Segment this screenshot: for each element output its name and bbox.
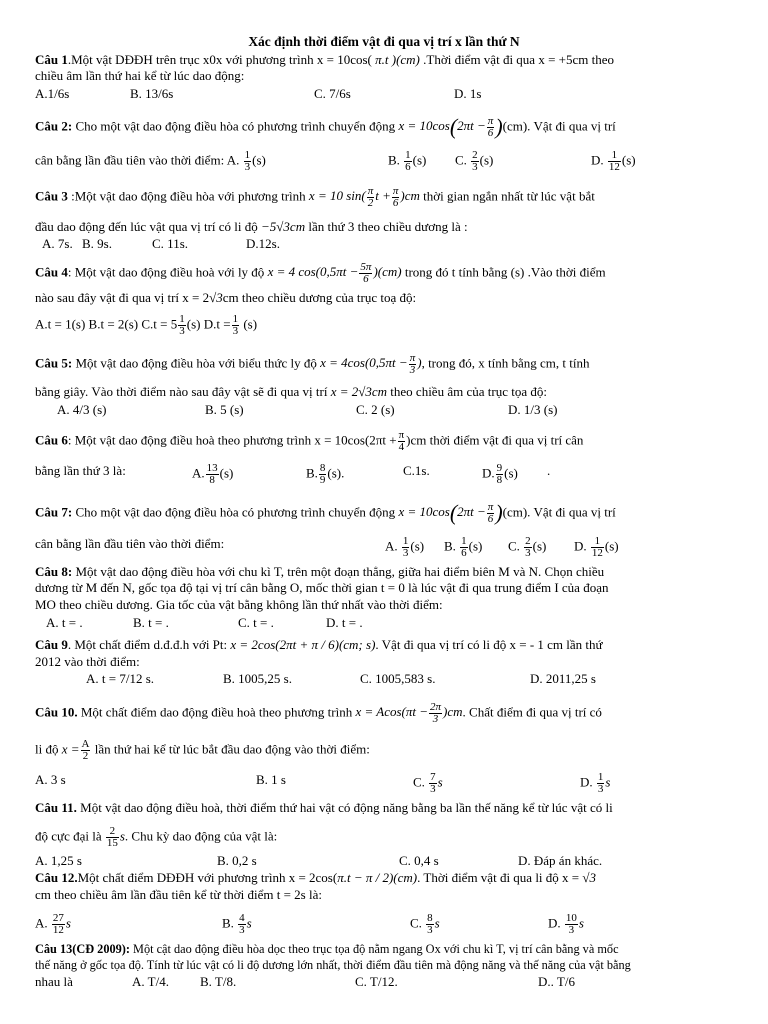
question-7-label: Câu 7: bbox=[35, 504, 73, 520]
question-9-line-2: 2012 vào thời điểm: bbox=[35, 654, 140, 669]
question-12-line-1: Câu 12.Một chất điểm DĐĐH với phương trình x = 2cos(π.t − π / 2)(cm). Thời điểm vật đi qua li độ x = √3 bbox=[35, 870, 597, 885]
equation: π.t − π / 2)(cm) bbox=[337, 870, 418, 885]
option-d: D. 1s bbox=[454, 86, 482, 101]
option-c: C. $\frac{2}{3}$ (s) bbox=[455, 149, 494, 173]
equation: x = 10cos(2πt − $\frac{\pi}{6}$ ) bbox=[398, 500, 503, 526]
question-13-line-3: nhau là bbox=[35, 974, 73, 989]
option-a: A. 1,25 s bbox=[35, 853, 82, 868]
option-d: D. $\frac{1}{3}$ s bbox=[580, 771, 611, 795]
option-c: C. 7/6s bbox=[314, 86, 351, 101]
option-c: C. 11s. bbox=[152, 236, 188, 251]
trailing-dot: . bbox=[547, 463, 551, 478]
option-c: C.1s. bbox=[403, 463, 430, 478]
question-3-label: Câu 3 bbox=[35, 188, 68, 204]
equation: x = 10cos(2πt − $\frac{\pi}{6}$ ) bbox=[398, 114, 503, 140]
equation: x = Acos(πt − $\frac{2\pi}{3}$ )cm bbox=[355, 701, 463, 725]
option-d: D. $\frac{1}{12}$ (s) bbox=[574, 535, 619, 559]
equation: x = 2√3cm bbox=[330, 384, 388, 399]
equation: x = 4cos(0,5πt − $\frac{\pi}{3}$ ) bbox=[320, 352, 422, 376]
option-b: B. 5 (s) bbox=[205, 402, 244, 417]
question-7-line-2: cân bằng lần đầu tiên vào thời điểm: bbox=[35, 536, 225, 551]
option-a: A. 4/3 (s) bbox=[57, 402, 107, 417]
question-1-label: Câu 1 bbox=[35, 52, 68, 67]
question-1-line-1: Câu 1.Một vật DĐĐH trên trục x0x với phương trình x = 10cos( π.t )(cm) .Thời điểm vật đi qua x = +5cm theo bbox=[35, 52, 615, 67]
question-8-label: Câu 8: bbox=[35, 564, 73, 579]
option-a: A. 3 s bbox=[35, 772, 66, 787]
option-b: B. $\frac{8}{9}$ (s). bbox=[306, 462, 345, 486]
option-b: B. 13/6s bbox=[130, 86, 174, 101]
option-a: A. t = . bbox=[46, 615, 83, 630]
question-9-label: Câu 9 bbox=[35, 637, 68, 652]
option-a: A. $\frac{27}{12}$ s bbox=[35, 912, 71, 936]
question-8-line-3: MO theo chiều dương. Gia tốc của vật bằng không lần thứ nhất vào thời điểm: bbox=[35, 597, 443, 612]
option-a: A. 7s. bbox=[42, 236, 73, 251]
option-d: D. t = . bbox=[326, 615, 363, 630]
option-d: D. $\frac{1}{12}$ (s) bbox=[591, 149, 636, 173]
question-5-label: Câu 5: bbox=[35, 355, 73, 371]
equation: π.t )(cm) bbox=[371, 52, 424, 67]
question-1-line-2: chiều âm lần thứ hai kể từ lúc dao động: bbox=[35, 68, 245, 83]
question-11-label: Câu 11. bbox=[35, 800, 77, 815]
question-7-line-1: Câu 7: Cho một vật dao động điều hòa có phương trình chuyển động x = 10cos(2πt − $\frac{\pi}{6}$ )(cm). Vật đi qua vị trí bbox=[35, 500, 616, 526]
option-c: C. $\frac{7}{3}$ s bbox=[413, 771, 443, 795]
option-c: C. T/12. bbox=[355, 974, 398, 989]
option-d: D. 2011,25 s bbox=[530, 671, 596, 686]
option-c: C. 0,4 s bbox=[399, 853, 439, 868]
equation: x = 10 sin( $\frac{\pi}{2}$ t + $\frac{\pi}{6}$ )cm bbox=[308, 185, 420, 209]
option-c: C. t = . bbox=[238, 615, 274, 630]
option-b: B. T/8. bbox=[200, 974, 237, 989]
option-a: A. $\frac{13}{8}$ (s) bbox=[192, 462, 234, 486]
question-6-label: Câu 6 bbox=[35, 432, 68, 448]
option-a: A. t = 7/12 s. bbox=[86, 671, 155, 686]
option-a: A.1/6s bbox=[35, 86, 70, 101]
question-4-line-2: nào sau đây vật đi qua vị trí x = 2√3cm theo chiều dương của trục toạ độ: bbox=[35, 290, 417, 305]
question-10-line-2: li độ x = $\frac{A}{2}$ lần thứ hai kể từ lúc bắt đầu dao động vào thời điểm: bbox=[35, 738, 370, 762]
equation: x = 4 cos(0,5πt − $\frac{5\pi}{6}$ )(cm) bbox=[267, 261, 402, 285]
question-4-line-1: Câu 4: Một vật dao động điều hoà với ly độ x = 4 cos(0,5πt − $\frac{5\pi}{6}$ )(cm) trong đó t tính bằng (s) .Vào thời điểm bbox=[35, 261, 606, 285]
option-d: D. $\frac{9}{8}$ (s) bbox=[482, 462, 518, 486]
question-13-line-1: Câu 13(CĐ 2009): Một cật dao động điều hòa dọc theo trục tọa độ nằm ngang Ox với chu kì T, vị trí cân bằng và mốc bbox=[35, 942, 619, 956]
option-c: C. 2 (s) bbox=[356, 402, 395, 417]
question-5-line-2: bằng giây. Vào thời điểm nào sau đây vật sẽ đi qua vị trí x = 2√3cm theo chiều âm của trục tọa độ: bbox=[35, 384, 547, 399]
option-a: A. T/4. bbox=[132, 974, 169, 989]
question-11-line-1: Câu 11. Một vật dao động điều hoà, thời điểm thứ hai vật có động năng bằng ba lần thế năng kể từ lúc vật có li bbox=[35, 800, 613, 815]
option-b: B. 1 s bbox=[256, 772, 286, 787]
question-12-label: Câu 12. bbox=[35, 870, 78, 885]
question-10-line-1: Câu 10. Một chất điểm dao động điều hoà theo phương trình x = Acos(πt − $\frac{2\pi}{3}$ )cm. Chất điểm đi qua vị trí có bbox=[35, 701, 602, 725]
option-b: B. $\frac{4}{3}$ s bbox=[222, 912, 252, 936]
option-c: C. 1005,583 s. bbox=[360, 671, 436, 686]
question-3-line-1: Câu 3 :Một vật dao động điều hòa với phương trình x = 10 sin( $\frac{\pi}{2}$ t + $\frac{\pi}{6}$ )cm thời gian ngắn nhất từ lúc vật bắt bbox=[35, 185, 595, 209]
question-4-label: Câu 4 bbox=[35, 264, 68, 280]
option-c: C. $\frac{8}{3}$ s bbox=[410, 912, 440, 936]
question-2-label: Câu 2: bbox=[35, 118, 73, 134]
question-8-line-2: dương từ M đến N, gốc tọa độ tại vị trí cân bằng O, mốc thời gian t = 0 là lúc vật đi qua trung điểm I của đoạn bbox=[35, 580, 609, 595]
question-10-label: Câu 10. bbox=[35, 704, 78, 720]
document-title: Xác định thời điểm vật đi qua vị trí x lần thứ N bbox=[248, 34, 520, 49]
question-13-line-2: thế năng ở gốc tọa độ. Tính từ lúc vật có li độ dương lớn nhất, thời điểm đầu tiên mà động năng và thế năng của vật bằng bbox=[35, 958, 631, 972]
option-b: B. 0,2 s bbox=[217, 853, 257, 868]
question-2-line-1: Câu 2: Cho một vật dao động điều hòa có phương trình chuyển động x = 10cos(2πt − $\frac{\pi}{6}$ )(cm). Vật đi qua vị trí bbox=[35, 114, 616, 140]
option-b: B. 1005,25 s. bbox=[223, 671, 292, 686]
option-d: D. 1/3 (s) bbox=[508, 402, 558, 417]
question-6-line-1: Câu 6: Một vật dao động điều hoà theo phương trình x = 10cos(2πt + $\frac{\pi}{4}$ )cm thời điểm vật đi qua vị trí cân bbox=[35, 429, 584, 453]
question-8-line-1: Câu 8: Một vật dao động điều hòa với chu kì T, trên một đoạn thẳng, giữa hai điểm biên M và N. Chọn chiều bbox=[35, 564, 605, 579]
question-2-line-2: cân bằng lần đầu tiên vào thời điểm: A. $\frac{1}{3}$ (s) bbox=[35, 149, 266, 173]
option-d: D.12s. bbox=[246, 236, 280, 251]
option-d: D. Đáp án khác. bbox=[518, 853, 603, 868]
option-b: B. $\frac{1}{6}$ (s) bbox=[388, 149, 427, 173]
equation: x = 2cos(2πt + π / 6)(cm; s) bbox=[230, 637, 376, 652]
question-11-line-2: độ cực đại là $\frac{2}{15}$ s. Chu kỳ dao động của vật là: bbox=[35, 825, 278, 849]
equation: −5√3cm bbox=[261, 219, 306, 234]
question-4-options: A.t = 1(s) B.t = 2(s) C.t = 5 $\frac{1}{3}$ (s) D.t = $\frac{1}{3}$ (s) bbox=[35, 313, 258, 337]
question-3-line-2: đầu dao động đến lúc vật qua vị trí có li độ −5√3cm lần thứ 3 theo chiều dương là : bbox=[35, 219, 468, 234]
option-d: D.. T/6 bbox=[538, 974, 575, 989]
option-b: B. $\frac{1}{6}$ (s) bbox=[444, 535, 483, 559]
question-12-line-2: cm theo chiều âm lần đầu tiên kể từ thời điểm t = 2s là: bbox=[35, 887, 322, 902]
question-6-line-2: bằng lần thứ 3 là: bbox=[35, 463, 126, 478]
option-d: D. $\frac{10}{3}$ s bbox=[548, 912, 584, 936]
option-a: A. $\frac{1}{3}$ (s) bbox=[385, 535, 425, 559]
question-5-line-1: Câu 5: Một vật dao động điều hòa với biểu thức ly độ x = 4cos(0,5πt − $\frac{\pi}{3}$ ), trong đó, x tính bằng cm, t tính bbox=[35, 352, 590, 376]
option-b: B. t = . bbox=[133, 615, 169, 630]
option-b: B. 9s. bbox=[82, 236, 112, 251]
question-13-label: Câu 13(CĐ 2009): bbox=[35, 942, 130, 956]
question-9-line-1: Câu 9. Một chất điểm d.đ.đ.h với Pt: x = 2cos(2πt + π / 6)(cm; s). Vật đi qua vị trí có li độ x = - 1 cm lần thứ bbox=[35, 637, 603, 652]
option-c: C. $\frac{2}{3}$ (s) bbox=[508, 535, 547, 559]
